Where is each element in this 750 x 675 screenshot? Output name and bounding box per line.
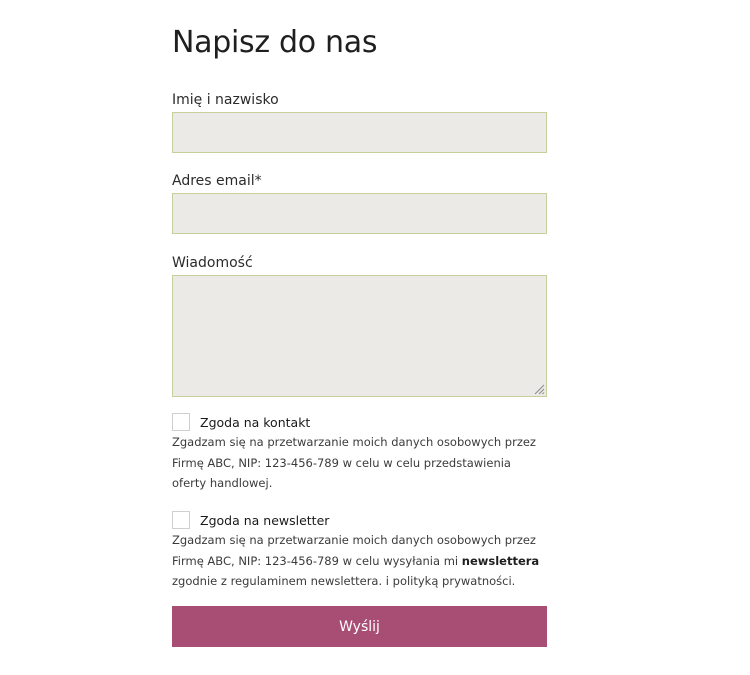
newsletter-consent-text [172, 530, 547, 592]
contact-consent-row [172, 412, 310, 432]
newsletter-consent-text-start: Zgadzam się na przetwarzanie moich danych osobowych przez Firmę ABC, NIP: 123-456-789 w celu wysyłania mi [172, 533, 536, 568]
form-title: Napisz do nas [172, 25, 378, 60]
name-label: Imię i nazwisko [172, 92, 279, 108]
name-input[interactable] [172, 112, 547, 153]
contact-consent-title: Zgoda na kontakt [200, 414, 311, 430]
contact-consent-text: Zgadzam się na przetwarzanie moich danych osobowych przez Firmę ABC, NIP: 123-456-789 w celu w celu przedstawienia oferty handlowej. [172, 435, 536, 490]
email-label: Adres email* [172, 173, 262, 189]
email-input[interactable] [172, 193, 547, 234]
message-textarea[interactable] [172, 275, 547, 397]
newsletter-consent-text-end: zgodnie z regulaminem newslettera. i polityką prywatności. [172, 574, 516, 588]
newsletter-consent-checkbox[interactable] [172, 511, 190, 529]
newsletter-consent-bold: newslettera [461, 553, 540, 568]
submit-button[interactable]: Wyślij [172, 606, 547, 647]
message-label: Wiadomość [172, 255, 253, 271]
newsletter-consent-title: Zgoda na newsletter [200, 512, 330, 528]
contact-consent-checkbox[interactable] [172, 413, 190, 431]
newsletter-consent-row [172, 510, 329, 530]
